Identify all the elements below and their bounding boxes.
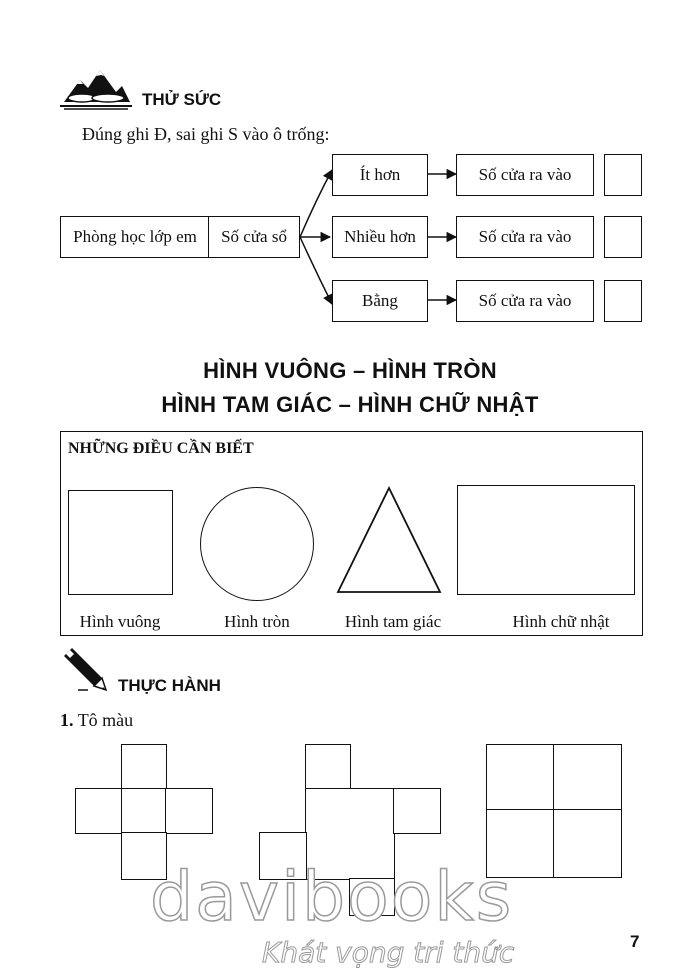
knowledge-heading: NHỮNG ĐIỀU CẦN BIẾT: [68, 440, 254, 457]
door-count-box-1: [456, 154, 594, 196]
square-shape: [68, 490, 173, 595]
page-number: 7: [630, 932, 640, 951]
composite-cell-top[interactable]: [305, 744, 351, 790]
door-count-label-2: Số cửa ra vào: [478, 227, 572, 246]
door-count-box-3: [456, 280, 594, 322]
door-count-label-3: Số cửa ra vào: [478, 291, 572, 310]
watermark-brand: davibooks: [150, 858, 514, 937]
grid-cell-top-left[interactable]: [486, 744, 555, 811]
comparison-more-label: Nhiều hơn: [344, 227, 416, 246]
grid-cell-bottom-right[interactable]: [553, 809, 622, 878]
cross-cell-left[interactable]: [75, 788, 123, 834]
watermark-tagline: Khát vọng tri thức: [262, 936, 515, 969]
circle-label: Hình tròn: [224, 612, 290, 631]
answer-box-2[interactable]: [604, 216, 642, 258]
triangle-label: Hình tam giác: [344, 612, 442, 631]
pencil-icon: [58, 646, 108, 692]
rectangle-shape: [457, 485, 635, 595]
grid-cell-top-right[interactable]: [553, 744, 622, 811]
door-count-box-2: [456, 216, 594, 258]
practice-heading: THỰC HÀNH: [118, 676, 221, 695]
triangle-shape: [336, 486, 442, 594]
rectangle-label: Hình chữ nhật: [512, 612, 610, 631]
comparison-equal-label: Bằng: [362, 291, 398, 310]
exercise-number: 1.: [60, 710, 74, 730]
cross-cell-right[interactable]: [165, 788, 213, 834]
lesson-title-line-2: HÌNH TAM GIÁC – HÌNH CHỮ NHẬT: [161, 392, 539, 417]
window-count-label: Số cửa sổ: [221, 227, 287, 246]
exercise-1: [60, 710, 133, 731]
cross-cell-top[interactable]: [121, 744, 167, 790]
answer-box-1[interactable]: [604, 154, 642, 196]
challenge-instruction: Đúng ghi Đ, sai ghi S vào ô trống:: [82, 124, 330, 144]
challenge-heading: THỬ SỨC: [142, 90, 222, 109]
lesson-title-line-1: HÌNH VUÔNG – HÌNH TRÒN: [203, 358, 497, 383]
square-label: Hình vuông: [79, 612, 161, 631]
classroom-label: Phòng học lớp em: [73, 227, 197, 246]
door-count-label-1: Số cửa ra vào: [478, 165, 572, 184]
comparison-more-box: [332, 216, 428, 258]
answer-box-3[interactable]: [604, 280, 642, 322]
circle-shape: [200, 487, 314, 601]
comparison-equal-box: [332, 280, 428, 322]
cross-cell-center[interactable]: [121, 788, 167, 834]
exercise-text: Tô màu: [77, 710, 134, 730]
comparison-less-box: [332, 154, 428, 196]
comparison-less-label: Ít hơn: [359, 165, 401, 184]
composite-cell-right[interactable]: [393, 788, 441, 834]
